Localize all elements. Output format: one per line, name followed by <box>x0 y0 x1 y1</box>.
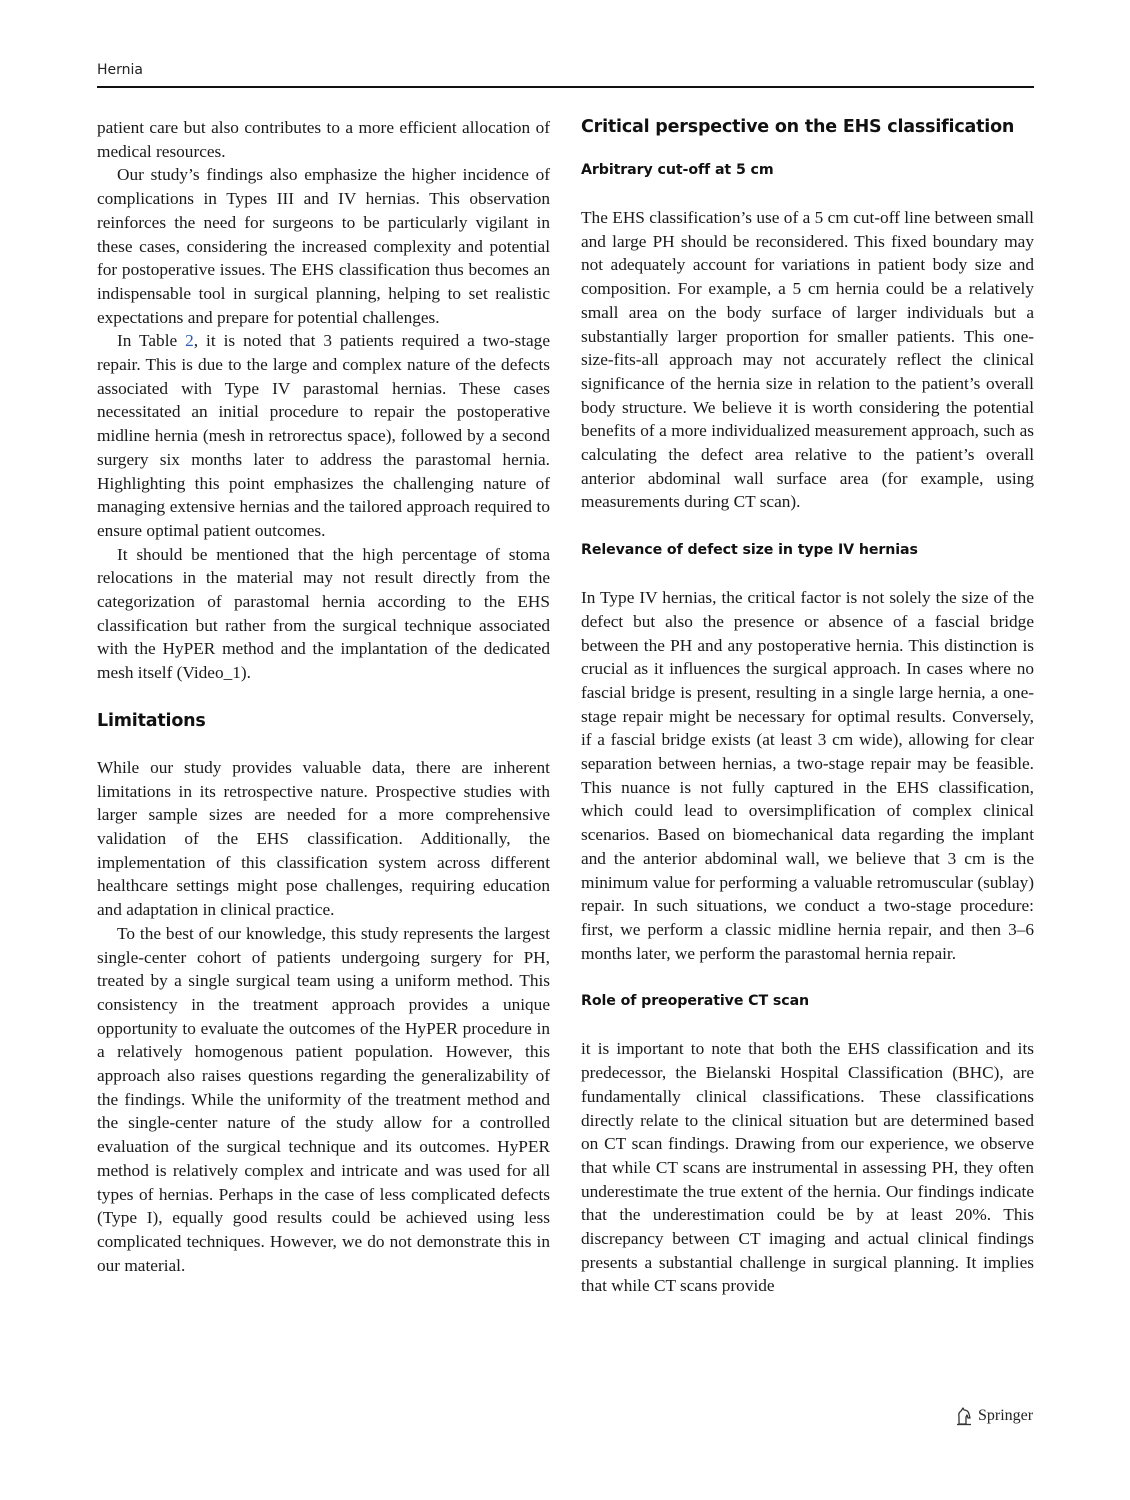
publisher-logo <box>955 1404 1033 1428</box>
defect-size-subheading: Relevance of defect size in type IV hernias <box>581 542 918 559</box>
paragraph-limitations: While our study provides valuable data, there are inherent limitations in its retrospective nature. Prospective studies with larger sample sizes are needed for a more comprehensive validation of the EHS classification. Additionally, the implementation of this classification system across different healthcare settings might pose challenges, requiring education and adaptation in clinical practice. <box>97 757 550 920</box>
paragraph-text-end: , it is noted that 3 patients required a two-stage repair. This is due to the large and complex nature of the defects associated with Type IV parastomal hernias. These cases necessitated an initial procedure to repair the postoperative midline hernia (mesh in retrorectus space), followed by a second surgery six months later to address the parastomal hernia. Highlighting this point emphasizes the challenging nature of managing extensive hernias and the tailored approach required to ensure optimal patient outcomes. <box>97 331 550 540</box>
critical-perspective-heading: Critical perspective on the EHS classification <box>581 117 1015 137</box>
paragraph-text-start: In Table <box>117 331 186 351</box>
paragraph-stoma-relocations: It should be mentioned that the high percentage of stoma relocations in the material may not result directly from the categorization of parastomal hernia according to the EHS classification but rather from the surgical technique associated with the HyPER method and the implantation of the dedicated mesh itself (Video_1). <box>97 544 550 683</box>
paragraph-complications: Our study’s findings also emphasize the higher incidence of complications in Types III and IV hernias. This observation reinforces the need for surgeons to be particularly vigilant in these cases, considering the increased complexity and potential for postoperative issues. The EHS classification thus becomes an indispensable tool in surgical planning, helping to set realistic expectations and prepare for potential challenges. <box>97 165 550 327</box>
left-column <box>97 116 550 1277</box>
paragraph-two-stage-repair <box>97 329 550 542</box>
header-rule <box>97 86 1034 88</box>
running-head: Hernia <box>97 62 143 78</box>
limitations-heading: Limitations <box>97 710 206 731</box>
cutoff-subheading: Arbitrary cut-off at 5 cm <box>581 162 774 178</box>
right-column <box>581 116 1034 1298</box>
paragraph-allocation: patient care but also contributes to a more efficient allocation of medical resources. <box>97 118 550 161</box>
paragraph-ct-scan: it is important to note that both the EHS classification and its predecessor, the Bielanski Hospital Classification (BHC), are fundamentally clinical classifications. These classifications directly relate to the clinical situation but are determined based on CT scan findings. Drawing from our experience, we observe that while CT scans are instrumental in assessing PH, they often underestimate the true extent of the hernia. Our findings indicate that the underestimation could be by at least 20%. This discrepancy between CT imaging and actual clinical findings presents a substantial challenge in surgical planning. It implies that while CT scans provide <box>581 1039 1034 1296</box>
springer-horse-icon <box>955 1406 973 1426</box>
paragraph-defect-size: In Type IV hernias, the critical factor is not solely the size of the defect but also the presence or absence of a fascial bridge between the PH and any postoperative hernia. This distinction is crucial as it influences the surgical approach. In cases where no fascial bridge is present, resulting in a single large hernia, a one-stage repair might be necessary for optimal results. Conversely, if a fascial bridge exists (at least 3 cm wide), allowing for clear separation between hernias, a two-stage repair may be feasible. This nuance is not fully captured in the EHS classification, which could lead to oversimplification of complex clinical scenarios. Based on biomechanical data regarding the implant and the anterior abdominal wall, we believe that 3 cm is the minimum value for performing a valuable retromuscular (sublay) repair. In such situations, we conduct a two-stage procedure: first, we perform a classic midline hernia repair, and then 3–6 months later, we perform the parastomal hernia repair. <box>581 588 1034 963</box>
ct-scan-subheading: Role of preoperative CT scan <box>581 993 810 1010</box>
paragraph-cutoff: The EHS classification’s use of a 5 cm cut-off line between small and large PH should be reconsidered. This fixed boundary may not adequately account for variations in patient body size and composition. For example, a 5 cm hernia could be a relatively small area on the body surface of larger individuals but a substantially larger proportion for smaller patients. This one-size-fits-all approach may not accurately reflect the clinical significance of the hernia size in relation to the patient’s overall body structure. We believe it is worth considering the potential benefits of a more individualized measurement approach, such as calculating the defect area relative to the patient’s overall anterior abdominal wall surface area (for example, using measurements during CT scan). <box>581 208 1034 512</box>
table-2-link[interactable]: 2 <box>185 331 194 351</box>
publisher-name: Springer <box>978 1407 1034 1424</box>
paragraph-single-center: To the best of our knowledge, this study represents the largest single-center cohort of patients undergoing surgery for PH, treated by a single surgical team using a uniform method. This consistency in the treatment approach provides a unique opportunity to evaluate the outcomes of the HyPER procedure in a relatively homogenous patient population. However, this approach also raises questions regarding the generalizability of the findings. While the uniformity of the treatment method and the single-center nature of the study allow for a controlled evaluation of the surgical technique and its outcomes. HyPER method is relatively complex and intricate and was used for all types of hernias. Perhaps in the case of less complicated defects (Type I), equally good results could be achieved using less complicated techniques. However, we do not demonstrate this in our material. <box>97 923 550 1275</box>
